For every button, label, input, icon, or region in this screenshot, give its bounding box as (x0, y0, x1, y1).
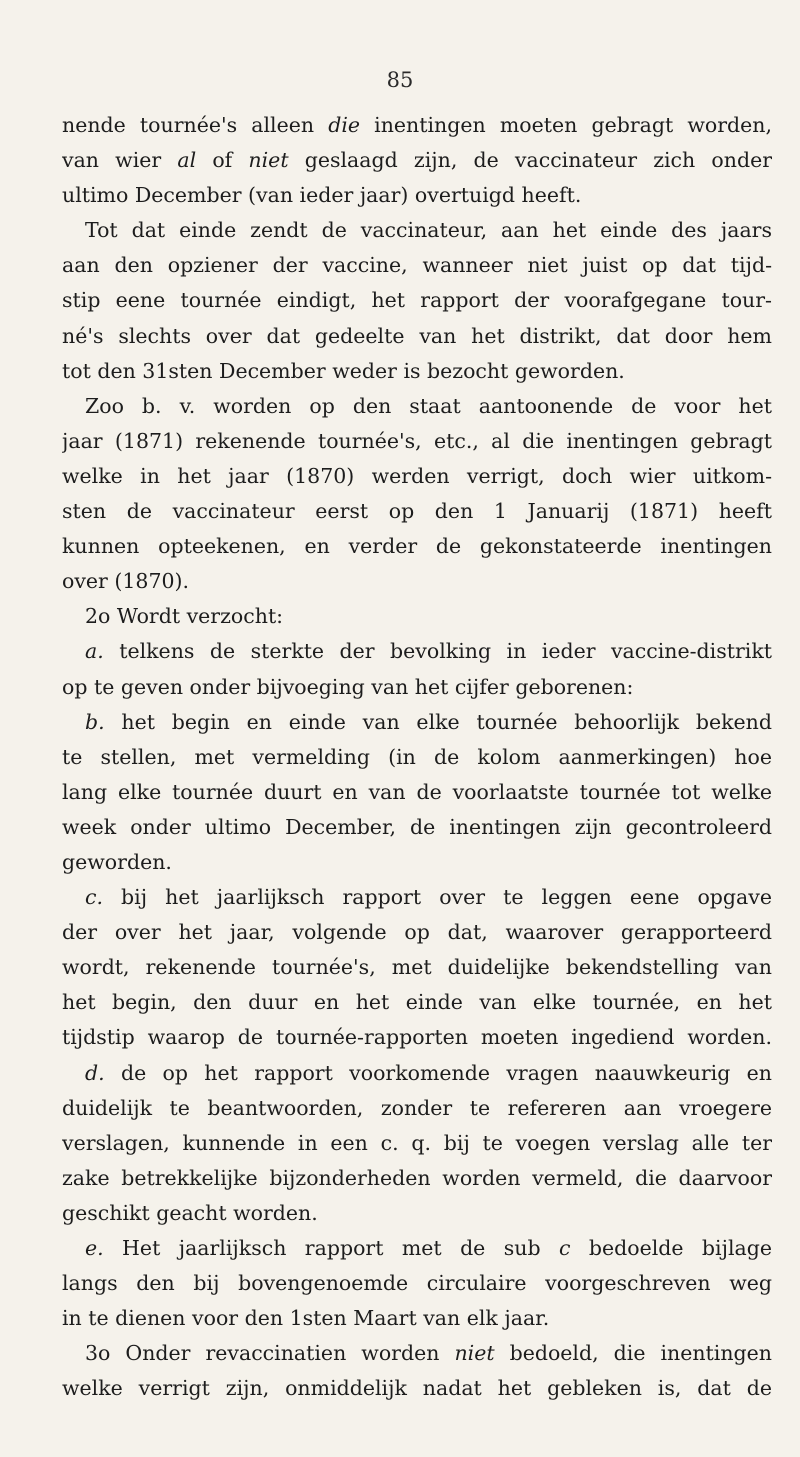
text-run: nende tournée's alleen (62, 113, 329, 137)
text-run: zake betrekkelijke bijzonderheden worden vermeld, die daarvoor (62, 1165, 772, 1190)
text-run: tijdstip waarop de tournée-rapporten moeten ingediend worden. (62, 1025, 772, 1050)
text-line (62, 529, 772, 564)
text-line (62, 915, 772, 950)
text-run: Het jaarlijksch rapport met de sub (103, 1236, 559, 1260)
text-line (62, 670, 772, 705)
text-run: lang elke tournée duurt en van de voorlaatste tournée tot welke (62, 779, 772, 804)
text-line (62, 1091, 772, 1126)
text-run: over (1870). (62, 569, 190, 594)
text-line (62, 1301, 772, 1336)
text-run: 3o Onder revaccinatien worden (85, 1341, 455, 1366)
text-run: sten de vaccinateur eerst op den 1 Januarij (1871) heeft (62, 499, 772, 524)
text-line (62, 283, 772, 318)
text-run: het begin, den duur en het einde van elke tournée, en het (62, 990, 772, 1015)
text-run: Zoo b. v. worden op den staat aantoonende de voor het (85, 393, 772, 418)
text-line (62, 1196, 772, 1231)
italic-text: die (328, 113, 361, 137)
text-run: né's slechts over dat gedeelte van het distrikt, dat door hem (62, 323, 772, 348)
page-number: 85 (386, 68, 414, 92)
text-run: duidelijk te beantwoorden, zonder te refereren aan vroegere (62, 1095, 772, 1120)
text-line (62, 775, 772, 810)
text-line (62, 564, 772, 599)
text-line (62, 1056, 772, 1091)
text-run: op te geven onder bijvoeging van het cijfer geborenen: (62, 674, 634, 699)
italic-text: b. (85, 709, 105, 734)
text-run: telkens de sterkte der bevolking in ieder vaccine-distrikt (103, 639, 772, 664)
text-line (62, 599, 772, 634)
text-run: het begin en einde van elke tournée behoorlijk bekend (104, 709, 772, 734)
text-line (62, 248, 772, 283)
text-line (62, 213, 772, 248)
text-run: geschikt geacht worden. (62, 1200, 318, 1225)
text-line (62, 1126, 772, 1161)
text-line (62, 143, 772, 178)
text-line (62, 740, 772, 775)
text-run: bij het jaarlijksch rapport over te leggen eene opgave (103, 885, 772, 910)
text-line (62, 1161, 772, 1196)
italic-text: niet (248, 148, 289, 173)
text-line (62, 1231, 772, 1266)
text-run: langs den bij bovengenoemde circulaire voorgeschreven weg (62, 1271, 772, 1296)
text-run: stip eene tournée eindigt, het rapport der voorafgegane tour- (62, 288, 772, 313)
text-run: tot den 31sten December weder is bezocht geworden. (62, 358, 625, 383)
text-run: geslaagd zijn, de vaccinateur zich onder (288, 148, 772, 173)
text-line (62, 1371, 772, 1406)
text-run: van wier (62, 148, 178, 173)
text-line (62, 354, 772, 389)
italic-text: e. (85, 1236, 104, 1260)
italic-text: d. (85, 1060, 105, 1085)
text-line (62, 178, 772, 213)
italic-text: al (177, 148, 197, 173)
text-line (62, 845, 772, 880)
text-run: de op het rapport voorkomende vragen naauwkeurig en (104, 1060, 772, 1085)
text-run: in te dienen voor den 1sten Maart van elk jaar. (62, 1306, 550, 1331)
text-line (62, 705, 772, 740)
text-line (62, 494, 772, 529)
text-run: verslagen, kunnende in een c. q. bij te voegen verslag alle ter (62, 1130, 772, 1155)
text-run: bedoeld, die inentingen (494, 1341, 772, 1366)
text-run: 2o Wordt verzocht: (85, 604, 284, 629)
text-run: geworden. (62, 849, 172, 874)
italic-text: a. (85, 639, 104, 664)
text-line (62, 424, 772, 459)
text-run: inentingen moeten gebragt worden, (360, 113, 772, 137)
text-run: of (196, 148, 249, 173)
text-line (62, 950, 772, 985)
text-run: wordt, rekenende tournée's, met duidelijke bekendstelling van (62, 955, 772, 980)
body-text (62, 108, 772, 1406)
text-line (62, 1266, 772, 1301)
italic-text: niet (454, 1341, 495, 1366)
text-line (62, 389, 772, 424)
text-run: jaar (1871) rekenende tournée's, etc., al die inentingen gebragt (62, 428, 772, 453)
text-line (62, 1336, 772, 1371)
italic-text: c. (85, 885, 103, 910)
text-run: bedoelde bijlage (570, 1236, 772, 1260)
text-line (62, 634, 772, 669)
text-run: welke in het jaar (1870) werden verrigt, doch wier uitkom- (62, 463, 772, 488)
text-line (62, 810, 772, 845)
text-run: der over het jaar, volgende op dat, waarover gerapporteerd (62, 920, 772, 945)
text-run: kunnen opteekenen, en verder de gekonstateerde inentingen (62, 534, 772, 559)
text-run: ultimo December (van ieder jaar) overtuigd heeft. (62, 183, 582, 208)
italic-text: c (558, 1236, 571, 1260)
text-run: welke verrigt zijn, onmiddelijk nadat het gebleken is, dat de (62, 1376, 772, 1401)
text-line (62, 880, 772, 915)
text-run: te stellen, met vermelding (in de kolom aanmerkingen) hoe (62, 744, 772, 769)
text-run: week onder ultimo December, de inentingen zijn gecontroleerd (62, 814, 772, 839)
text-run: Tot dat einde zendt de vaccinateur, aan het einde des jaars (85, 218, 772, 243)
text-line (62, 985, 772, 1020)
text-run: aan den opziener der vaccine, wanneer niet juist op dat tijd- (62, 253, 772, 278)
text-line (62, 108, 772, 143)
text-line (62, 459, 772, 494)
text-line (62, 319, 772, 354)
text-line (62, 1020, 772, 1055)
